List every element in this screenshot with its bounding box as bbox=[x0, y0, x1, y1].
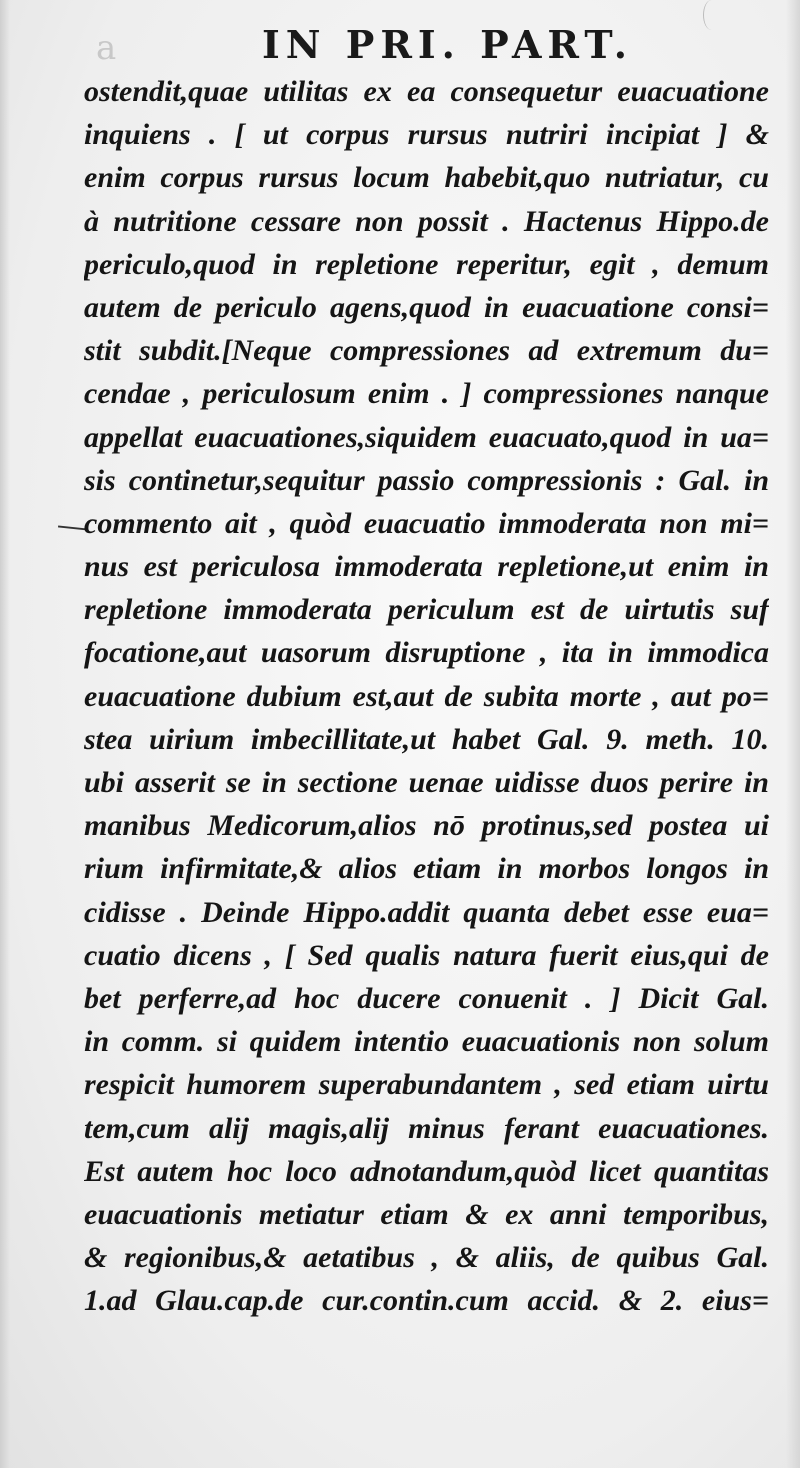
text-line: Est autem hoc loco adnotandum,quòd licet quantitas bbox=[84, 1154, 769, 1188]
text-line: inquiens . [ ut corpus rursus nutriri incipiat ] & bbox=[84, 118, 769, 152]
text-line: periculo,quod in repletione reperitur, egit , demum bbox=[84, 247, 769, 281]
text-line: in comm. si quidem intentio euacuationis non solum bbox=[84, 1025, 769, 1059]
page-left-edge bbox=[0, 0, 10, 1468]
text-block bbox=[84, 70, 769, 1322]
paper-fold-mark bbox=[703, 0, 720, 30]
text-line: cuatio dicens , [ Sed qualis natura fuerit eius,qui de bbox=[84, 938, 769, 972]
text-line: appellat euacuationes,siquidem euacuato,quod in ua= bbox=[84, 420, 769, 454]
text-line: cendae , periculosum enim . ] compressiones nanque bbox=[84, 377, 769, 411]
text-line: nus est periculosa immoderata repletione,ut enim in bbox=[84, 550, 769, 584]
text-line: bet perferre,ad hoc ducere conuenit . ] Dicit Gal. bbox=[84, 981, 769, 1015]
text-line: euacuationis metiatur etiam & ex anni temporibus, bbox=[84, 1197, 769, 1231]
bleed-through-mark: a bbox=[96, 28, 119, 68]
text-line: autem de periculo agens,quod in euacuatione consi= bbox=[84, 290, 769, 324]
text-line: stea uirium imbecillitate,ut habet Gal. 9. meth. 10. bbox=[84, 722, 769, 756]
text-line: euacuatione dubium est,aut de subita morte , aut po= bbox=[84, 679, 769, 713]
text-line: rium infirmitate,& alios etiam in morbos longos in bbox=[84, 852, 769, 886]
running-title: IN PRI. PART. bbox=[262, 22, 633, 67]
text-line: ubi asserit se in sectione uenae uidisse duos perire in bbox=[84, 766, 769, 799]
text-line: ostendit,quae utilitas ex ea consequetur euacuatione bbox=[84, 75, 769, 108]
text-line: & regionibus,& aetatibus , & aliis, de quibus Gal. bbox=[84, 1241, 769, 1275]
text-line: 1.ad Glau.cap.de cur.contin.cum accid. & 2. eius= bbox=[84, 1284, 769, 1318]
text-line: tem,cum alij magis,alij minus ferant euacuationes. bbox=[84, 1111, 769, 1145]
text-line: stit subdit.[Neque compressiones ad extremum du= bbox=[84, 334, 769, 368]
page-right-edge bbox=[786, 0, 800, 1468]
text-line: manibus Medicorum,alios nō protinus,sed postea ui bbox=[84, 809, 769, 843]
text-line: sis continetur,sequitur passio compressionis : Gal. in bbox=[84, 463, 769, 497]
text-line: repletione immoderata periculum est de uirtutis suf bbox=[84, 593, 769, 627]
text-line: commento ait , quòd euacuatio immoderata non mi= bbox=[84, 506, 769, 540]
text-line: focatione,aut uasorum disruptione , ita in immodica bbox=[84, 636, 769, 670]
text-line: enim corpus rursus locum habebit,quo nutriatur, cu bbox=[84, 161, 769, 195]
text-line: cidisse . Deinde Hippo.addit quanta debet esse eua= bbox=[84, 895, 769, 929]
text-line: à nutritione cessare non possit . Hactenus Hippo.de bbox=[84, 204, 769, 238]
text-line: respicit humorem superabundantem , sed etiam uirtu bbox=[84, 1068, 769, 1102]
